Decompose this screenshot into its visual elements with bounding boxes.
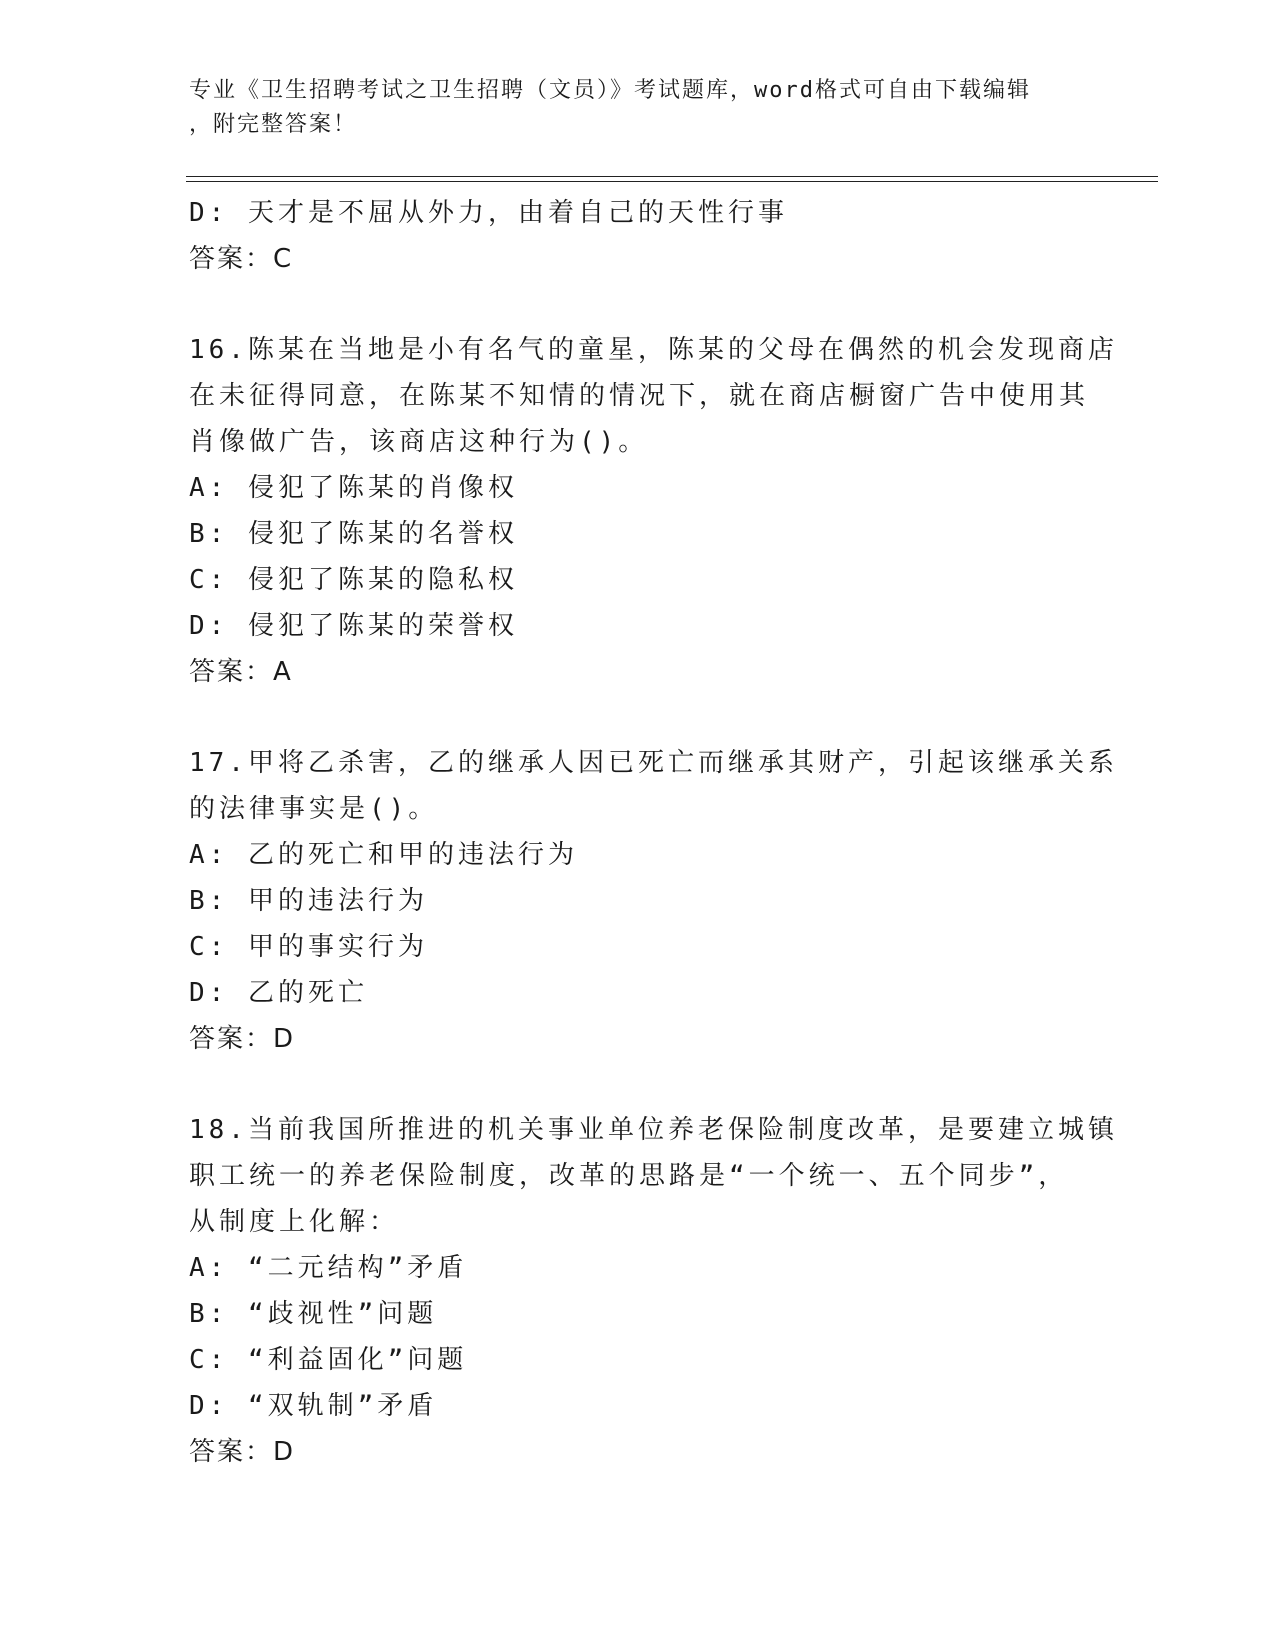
question-stem-line: 从制度上化解： bbox=[189, 1207, 400, 1237]
header-line-1: 专业《卫生招聘考试之卫生招聘（文员）》考试题库，word格式可自由下载编辑 bbox=[189, 78, 1031, 103]
spacer bbox=[189, 695, 1089, 740]
spacer bbox=[189, 282, 1089, 327]
option-b: B: “歧视性”问题 bbox=[189, 1299, 438, 1329]
option-d: D: 乙的死亡 bbox=[189, 978, 368, 1008]
prev-answer: 答案：C bbox=[189, 244, 294, 274]
question-stem-line: 16.陈某在当地是小有名气的童星，陈某的父母在偶然的机会发现商店 bbox=[189, 335, 1118, 365]
option-d: D: “双轨制”矛盾 bbox=[189, 1391, 438, 1421]
answer: 答案：A bbox=[189, 657, 293, 687]
option-d: D: 侵犯了陈某的荣誉权 bbox=[189, 611, 518, 641]
document-header bbox=[189, 74, 1089, 142]
header-divider-bottom bbox=[186, 181, 1158, 182]
question-content bbox=[189, 190, 1118, 1475]
question-16 bbox=[189, 327, 1118, 695]
spacer bbox=[189, 1062, 1089, 1107]
prev-option-d: D: 天才是不屈从外力，由着自己的天性行事 bbox=[189, 198, 788, 228]
header-line-2: ，附完整答案！ bbox=[189, 112, 358, 137]
answer: 答案：D bbox=[189, 1024, 296, 1054]
question-17 bbox=[189, 740, 1118, 1062]
option-b: B: 甲的违法行为 bbox=[189, 886, 428, 916]
question-stem-line: 17.甲将乙杀害，乙的继承人因已死亡而继承其财产，引起该继承关系 bbox=[189, 748, 1118, 778]
question-18 bbox=[189, 1107, 1118, 1475]
option-c: C: “利益固化”问题 bbox=[189, 1345, 468, 1375]
option-a: A: 乙的死亡和甲的违法行为 bbox=[189, 840, 578, 870]
question-stem-line: 肖像做广告，该商店这种行为()。 bbox=[189, 427, 649, 457]
question-stem-line: 职工统一的养老保险制度，改革的思路是“一个统一、五个同步”， bbox=[189, 1161, 1069, 1191]
question-stem-line: 在未征得同意，在陈某不知情的情况下，就在商店橱窗广告中使用其 bbox=[189, 381, 1090, 411]
option-a: A: 侵犯了陈某的肖像权 bbox=[189, 473, 518, 503]
option-c: C: 甲的事实行为 bbox=[189, 932, 428, 962]
answer: 答案：D bbox=[189, 1437, 296, 1467]
option-c: C: 侵犯了陈某的隐私权 bbox=[189, 565, 518, 595]
question-stem-line: 的法律事实是()。 bbox=[189, 794, 439, 824]
header-divider-top bbox=[186, 176, 1158, 177]
option-b: B: 侵犯了陈某的名誉权 bbox=[189, 519, 518, 549]
question-stem-line: 18.当前我国所推进的机关事业单位养老保险制度改革，是要建立城镇 bbox=[189, 1115, 1118, 1145]
option-a: A: “二元结构”矛盾 bbox=[189, 1253, 468, 1283]
